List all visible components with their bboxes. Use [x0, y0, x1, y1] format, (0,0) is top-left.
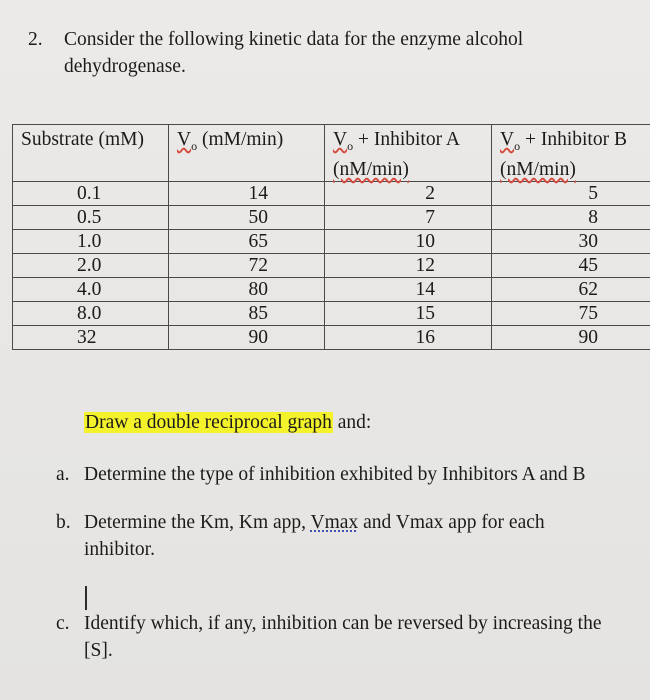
cell-inhibitor-b: 5: [492, 181, 650, 205]
question-text: [64, 26, 624, 80]
part-b-text: [84, 509, 644, 563]
cell-substrate: 32: [13, 325, 169, 349]
part-c-label: c.: [56, 613, 70, 634]
header-substrate: Substrate (mM): [13, 125, 169, 182]
header-a-units: (nM/min): [333, 158, 409, 180]
v0-symbol-b: $V_o$: [500, 129, 521, 153]
cell-substrate: 1.0: [13, 229, 169, 253]
table-row: [13, 181, 650, 205]
table-header-row: [13, 125, 650, 182]
v0-symbol: $V_o$: [177, 129, 198, 153]
cell-v0: 14: [169, 181, 325, 205]
header-inhibitor-a: $V_o$ + Inhibitor A (nM/min): [325, 125, 492, 182]
part-c-text: [84, 610, 644, 664]
part-a-text: Determine the type of inhibition exhibited by Inhibitors A and B: [84, 464, 586, 485]
kinetic-data-table: [12, 124, 650, 350]
part-c-line-2: [S].: [84, 640, 113, 661]
cell-substrate: 0.1: [13, 181, 169, 205]
part-b-line-1: Determine the Km, Km app, Vmax and Vmax app for each: [84, 512, 545, 533]
cell-inhibitor-b: 90: [492, 325, 650, 349]
table-row: [13, 325, 650, 349]
part-b-line-2: inhibitor.: [84, 539, 155, 560]
cell-inhibitor-a: 12: [325, 253, 492, 277]
instruction-line: [84, 409, 371, 437]
cell-v0: 65: [169, 229, 325, 253]
cell-inhibitor-b: 62: [492, 277, 650, 301]
header-b-units: (nM/min): [500, 158, 576, 180]
part-c-line-1: Identify which, if any, inhibition can be reversed by increasing the: [84, 613, 602, 634]
cell-v0: 72: [169, 253, 325, 277]
question-number: 2.: [28, 29, 43, 50]
cell-inhibitor-b: 8: [492, 205, 650, 229]
question-text-line-1: Consider the following kinetic data for the enzyme alcohol: [64, 29, 524, 50]
table-row: [13, 253, 650, 277]
cell-substrate: 2.0: [13, 253, 169, 277]
table-row: [13, 277, 650, 301]
cell-inhibitor-b: 75: [492, 301, 650, 325]
cell-v0: 80: [169, 277, 325, 301]
cell-inhibitor-b: 45: [492, 253, 650, 277]
table-row: [13, 301, 650, 325]
part-b-label: b.: [56, 512, 71, 533]
highlighted-instruction: Draw a double reciprocal graph: [85, 412, 332, 433]
vmax-word: Vmax: [310, 512, 359, 533]
instruction-rest: and:: [332, 412, 372, 433]
cell-substrate: 0.5: [13, 205, 169, 229]
text-cursor: [85, 586, 87, 610]
v0-symbol-a: $V_o$: [333, 129, 354, 153]
header-v0: $V_o$ (mM/min): [169, 125, 325, 182]
part-a-label: a.: [56, 464, 70, 485]
table-row: [13, 205, 650, 229]
cell-substrate: 4.0: [13, 277, 169, 301]
cell-substrate: 8.0: [13, 301, 169, 325]
cell-inhibitor-a: 14: [325, 277, 492, 301]
cell-inhibitor-a: 15: [325, 301, 492, 325]
cell-v0: 85: [169, 301, 325, 325]
cell-inhibitor-a: 7: [325, 205, 492, 229]
cell-inhibitor-a: 16: [325, 325, 492, 349]
cell-v0: 50: [169, 205, 325, 229]
cell-inhibitor-b: 30: [492, 229, 650, 253]
header-inhibitor-b: $V_o$ + Inhibitor B (nM/min): [492, 125, 650, 182]
table-row: [13, 229, 650, 253]
question-text-line-2: dehydrogenase.: [64, 56, 186, 77]
cell-inhibitor-a: 10: [325, 229, 492, 253]
cell-v0: 90: [169, 325, 325, 349]
cell-inhibitor-a: 2: [325, 181, 492, 205]
